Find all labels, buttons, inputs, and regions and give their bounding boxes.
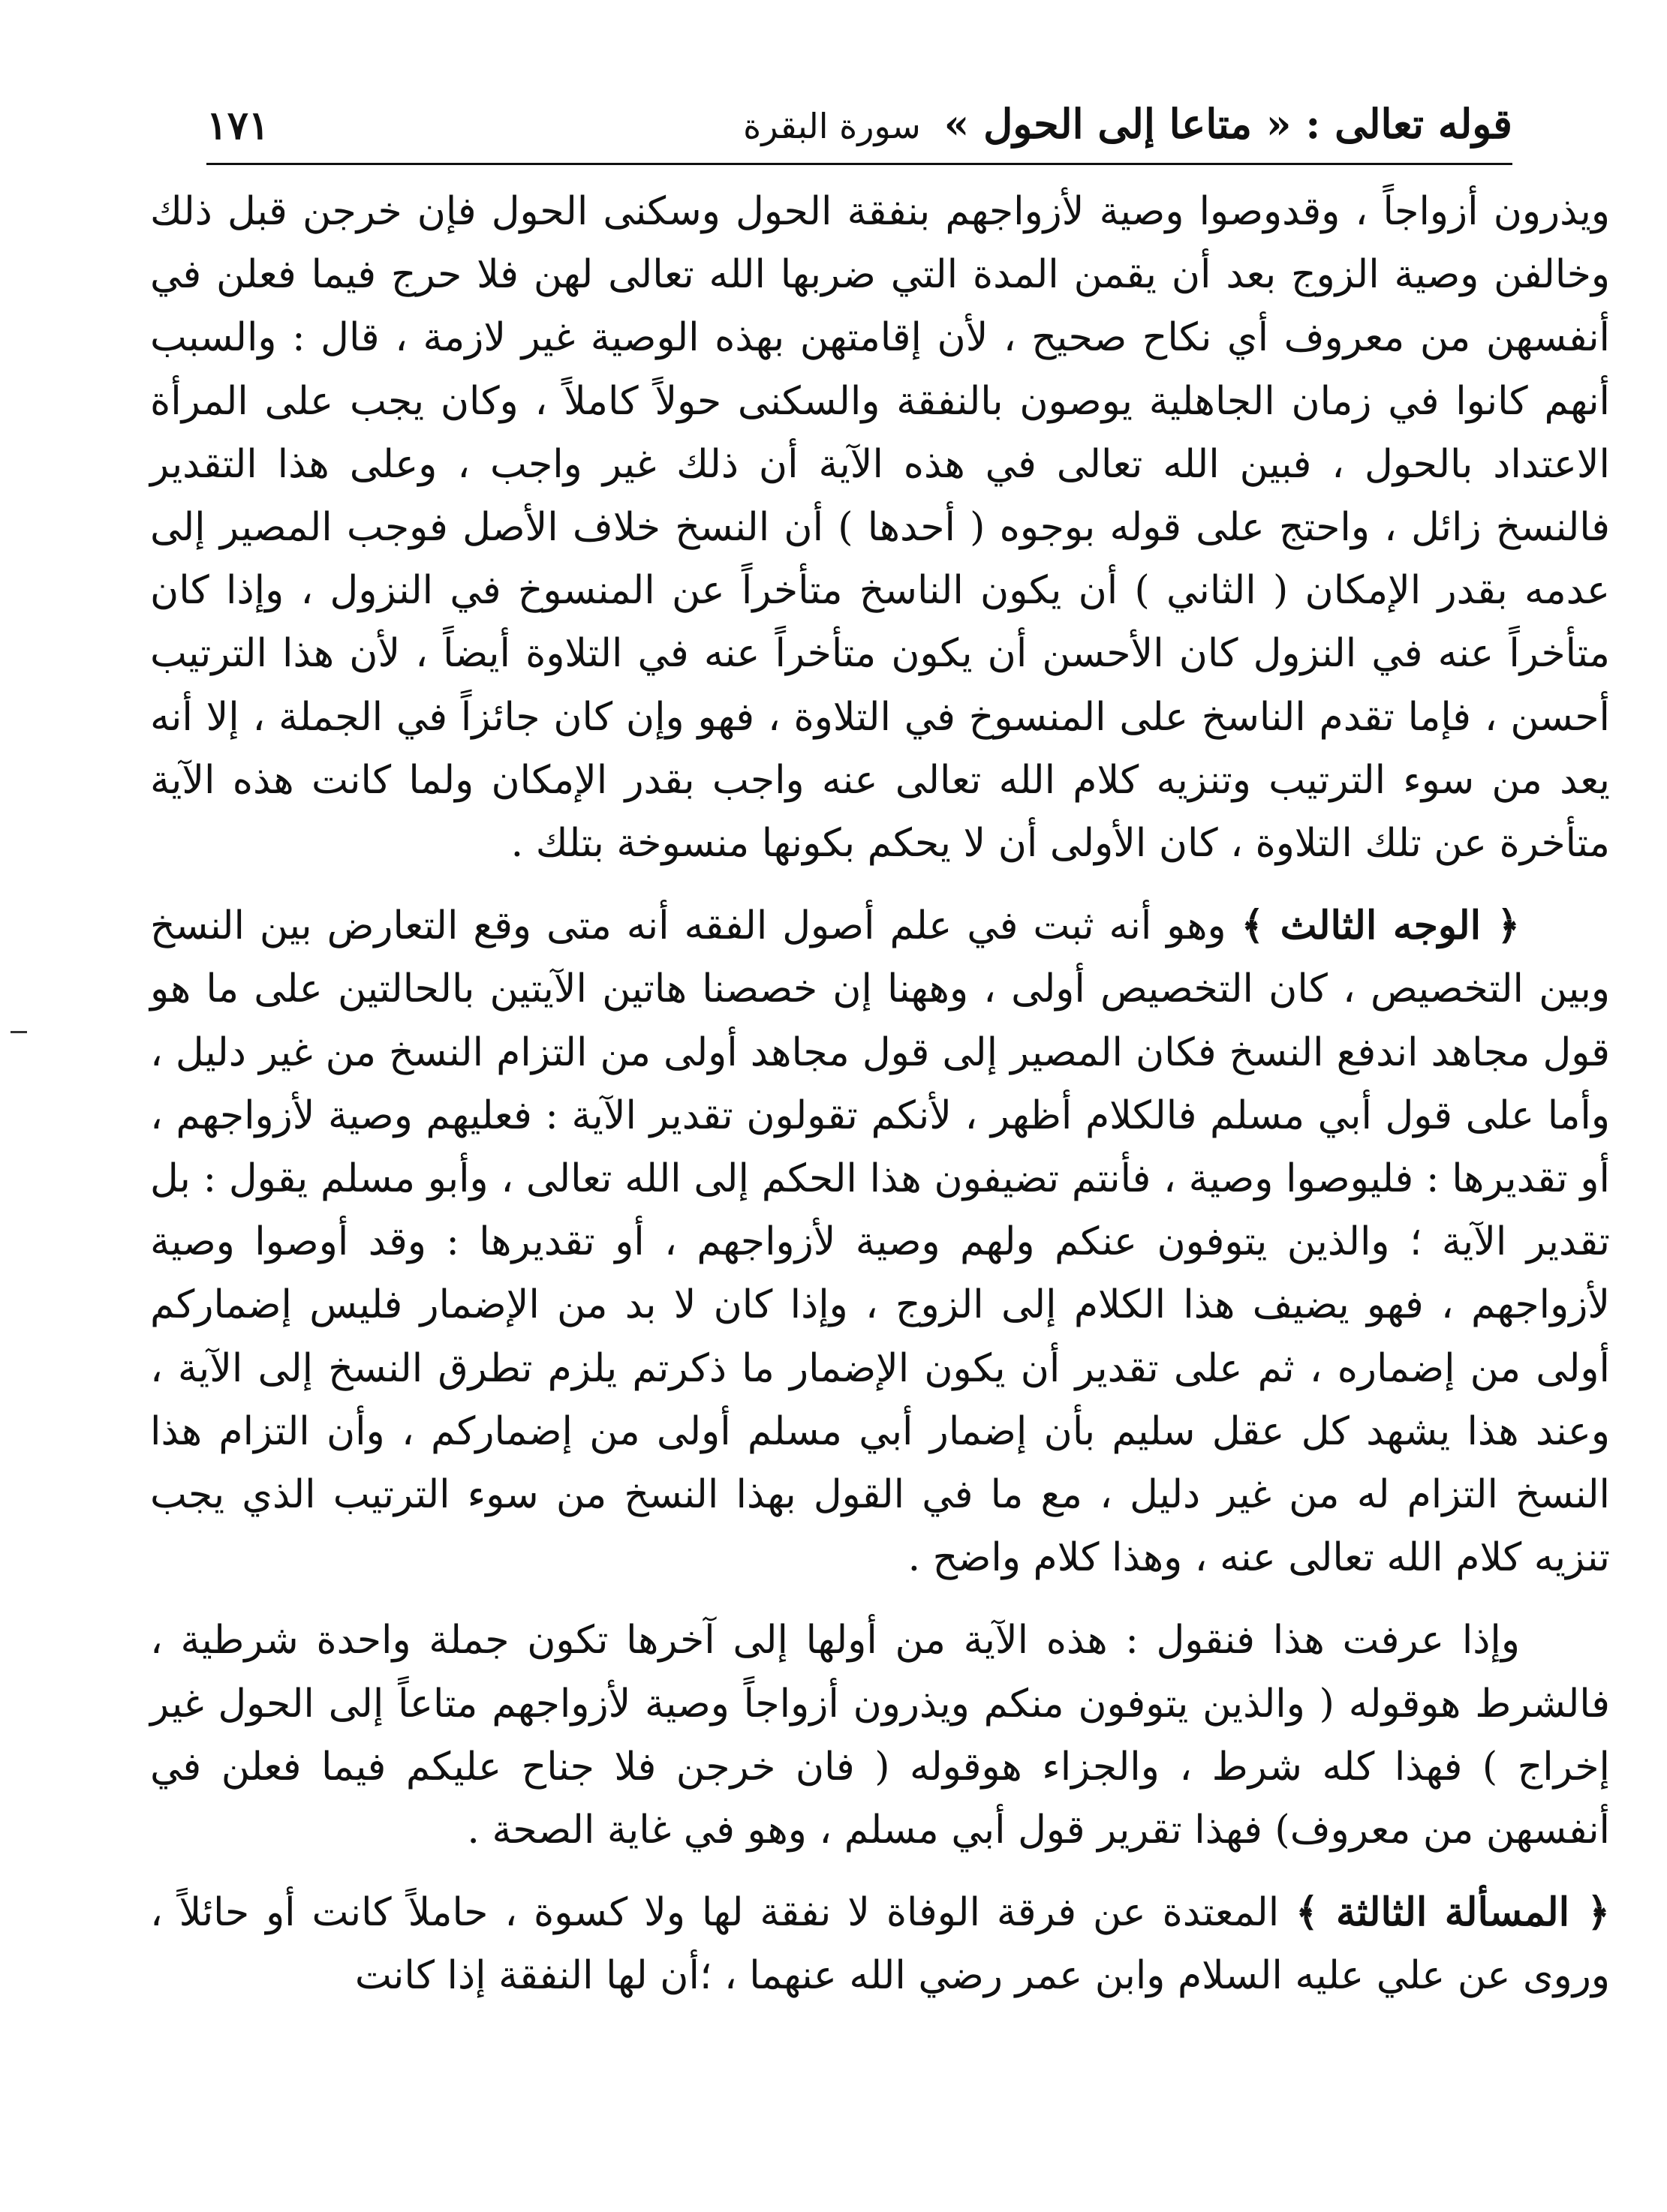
page-header	[206, 83, 1512, 165]
section-heading-third-issue: ﴿ المسألة الثالثة ﴾	[1295, 1889, 1611, 1936]
running-title	[743, 98, 1512, 152]
surah-name: سورة البقرة	[743, 106, 921, 146]
paragraph-3: وإذا عرفت هذا فنقول : هذه الآية من أولها إلى آخرها تكون جملة واحدة شرطية ، فالشرط هوقوله ( والذين يتوفون منكم ويذرون أزواجاً وصية لأزواجهم متاعاً إلى الحول غير إخراج ) فهذا كله شرط ، والجزاء هوقوله ( فان خرجن فلا جناح عليكم فيما فعلن في أنفسهن من معروف) فهذا تقرير قول أبي مسلم ، وهو في غاية الصحة .	[150, 1618, 1610, 1853]
header-divider	[206, 163, 1512, 165]
paragraph-4	[150, 1881, 1610, 2007]
section-heading-third-aspect: ﴿ الوجه الثالث ﴾	[1241, 903, 1521, 949]
paragraph-1: ويذرون أزواجاً ، وقدوصوا وصية لأزواجهم بنفقة الحول وسكنى الحول فإن خرجن قبل ذلك وخالفن وصية الزوج بعد أن يقمن المدة التي ضربها الله تعالى لهن فلا حرج فيما فعلن في أنفسهن من معروف أي نكاح صحيح ، لأن إقامتهن بهذه الوصية غير لازمة ، قال : والسبب أنهم كانوا في زمان الجاهلية يوصون بالنفقة والسكنى حولاً كاملاً ، وكان يجب على المرأة الاعتداد بالحول ، فبين الله تعالى في هذه الآية أن ذلك غير واجب ، وعلى هذا التقدير فالنسخ زائل ، واحتج على قوله بوجوه ( أحدها ) أن النسخ خلاف الأصل فوجب المصير إلى عدمه بقدر الإمكان ( الثاني ) أن يكون الناسخ متأخراً عن المنسوخ في النزول ، وإذا كان متأخراً عنه في النزول كان الأحسن أن يكون متأخراً عنه في التلاوة أيضاً ، لأن هذا الترتيب أحسن ، فإما تقدم الناسخ على المنسوخ في التلاوة ، فهو وإن كان جائزاً في الجملة ، إلا أنه يعد من سوء الترتيب وتنزيه كلام الله تعالى عنه واجب بقدر الإمكان ولما كانت هذه الآية متأخرة عن تلك التلاوة ، كان الأولى أن لا يحكم بكونها منسوخة بتلك .	[150, 189, 1610, 867]
paragraph-2-text: وهو أنه ثبت في علم أصول الفقه أنه متى وقع التعارض بين النسخ وبين التخصيص ، كان التخصيص أولى ، وههنا إن خصصنا هاتين الآيتين بالحالتين على ما هو قول مجاهد اندفع النسخ فكان المصير إلى قول مجاهد أولى من التزام النسخ من غير دليل ، وأما على قول أبي مسلم فالكلام أظهر ، لأنكم تقولون تقدير الآية : فعليهم وصية لأزواجهم ، أو تقديرها : فليوصوا وصية ، فأنتم تضيفون هذا الحكم إلى الله تعالى ، وأبو مسلم يقول : بل تقدير الآية ؛ والذين يتوفون عنكم ولهم وصية لأزواجهم ، أو تقديرها : وقد أوصوا وصية لأزواجهم ، فهو يضيف هذا الكلام إلى الزوج ، وإذا كان لا بد من الإضمار فليس إضماركم أولى من إضماره ، ثم على تقدير أن يكون الإضمار ما ذكرتم يلزم تطرق النسخ إلى الآية ، وعند هذا يشهد كل عقل سليم بأن إضمار أبي مسلم أولى من إضماركم ، وأن التزام هذا النسخ التزام له من غير دليل ، مع ما في القول بهذا النسخ من سوء الترتيب الذي يجب تنزيه كلام الله تعالى عنه ، وهذا كلام واضح .	[150, 903, 1610, 1581]
body-text	[150, 180, 1610, 2008]
paragraph-4-text: المعتدة عن فرقة الوفاة لا نفقة لها ولا كسوة ، حاملاً كانت أو حائلاً ، وروى عن علي عليه السلام وابن عمر رضي الله عنهما ، ؛أن لها النفقة إذا كانت	[150, 1890, 1610, 1999]
running-title-text: قوله تعالى : « متاعا إلى الحول »	[943, 100, 1512, 148]
page-number: ١٧١	[206, 103, 269, 149]
margin-mark	[11, 1031, 27, 1033]
paragraph-2	[150, 894, 1610, 1589]
